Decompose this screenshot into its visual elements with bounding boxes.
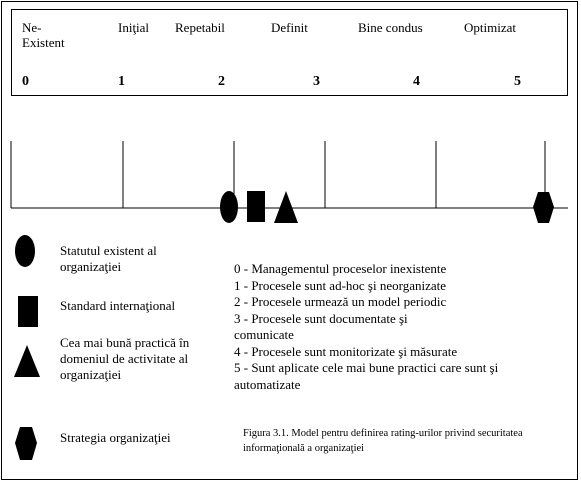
figure-caption: Figura 3.1. Model pentru definirea rating-urilor privind securitatea informaţională a organizaţiei [243, 428, 523, 454]
hexagon-icon [15, 427, 37, 460]
level-5-name: Optimizat [464, 20, 516, 35]
legend-label-organization-strategy: Strategia organizaţiei [60, 430, 171, 445]
description-4: 4 - Procesele sunt monitorizate şi măsurate [234, 343, 458, 359]
legend-label-best-practice: Cea mai bună practică în domeniul de activitate al organizaţiei [60, 335, 190, 382]
level-0-name: Ne- Existent [22, 20, 65, 50]
description-3: 3 - Procesele sunt documentate şi comunicate [234, 310, 408, 342]
level-4-number: 4 [413, 74, 420, 89]
legend-label-organization-status: Statutul existent al organizaţiei [60, 243, 157, 274]
description-1: 1 - Procesele sunt ad-hoc şi neorganizate [234, 277, 447, 293]
level-2-name: Repetabil [175, 20, 225, 35]
organization-status-marker [220, 191, 238, 223]
level-descriptions [234, 261, 534, 393]
organization-strategy-marker [533, 192, 554, 223]
level-3-number: 3 [313, 74, 320, 89]
description-0: 0 - Managementul proceselor inexistente [234, 261, 447, 276]
legend-label-international-standard: Standard internaţional [60, 298, 176, 313]
level-1-number: 1 [118, 74, 125, 89]
level-4-name: Bine condus [358, 20, 423, 35]
level-5-number: 5 [514, 74, 521, 89]
level-2-number: 2 [218, 74, 225, 89]
description-2: 2 - Procesele urmează un model periodic [234, 294, 447, 309]
best-practice-marker [274, 191, 298, 223]
triangle-icon [14, 345, 40, 377]
international-standard-marker [247, 191, 265, 222]
level-3-name: Definit [271, 20, 308, 35]
square-icon [18, 296, 38, 327]
description-5: 5 - Sunt aplicate cele mai bune practici care sunt şi automatizate [234, 360, 499, 392]
level-1-name: Iniţial [118, 20, 150, 35]
level-0-number: 0 [22, 74, 29, 89]
ellipse-icon [15, 235, 35, 267]
